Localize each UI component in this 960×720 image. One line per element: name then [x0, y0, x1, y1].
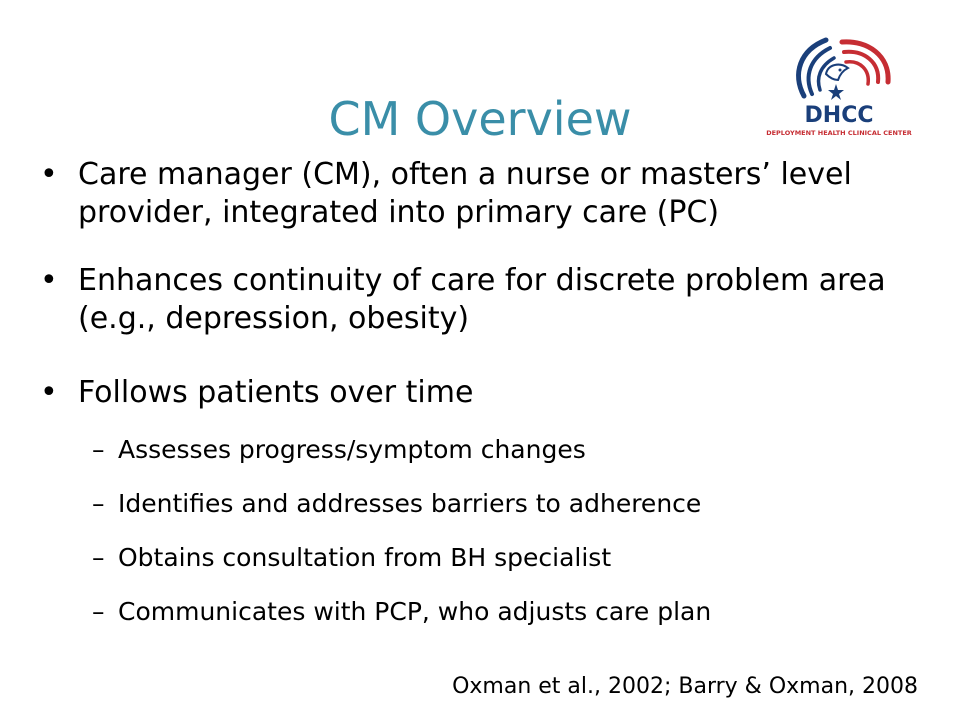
sub-bullet-item: [92, 488, 932, 520]
logo-name: DHCC: [804, 103, 874, 128]
bullet-item: [40, 262, 930, 338]
sub-bullet-text: Obtains consultation from BH specialist: [118, 543, 612, 572]
bullet-text: Follows patients over time: [78, 375, 474, 410]
bullet-item: [40, 374, 930, 412]
bullet-icon: •: [40, 157, 58, 192]
dhcc-logo: [764, 34, 914, 144]
sub-bullet-item: [92, 542, 932, 574]
dash-icon: –: [92, 435, 105, 464]
bullet-icon: •: [40, 263, 58, 298]
logo-subtitle: DEPLOYMENT HEALTH CLINICAL CENTER: [766, 129, 912, 137]
sub-bullet-item: [92, 596, 932, 628]
bullet-text: Care manager (CM), often a nurse or masters’ level provider, integrated into primary care (PC): [78, 157, 852, 230]
sub-bullet-text: Assesses progress/symptom changes: [118, 435, 586, 464]
bullet-item: [40, 156, 930, 232]
sub-bullet-text: Identifies and addresses barriers to adherence: [118, 489, 702, 518]
dash-icon: –: [92, 597, 105, 626]
eagle-icon: [764, 34, 914, 106]
citation: Oxman et al., 2002; Barry & Oxman, 2008: [452, 674, 918, 699]
sub-bullet-item: [92, 434, 932, 466]
slide-title: CM Overview: [328, 91, 632, 146]
bullet-text: Enhances continuity of care for discrete problem area (e.g., depression, obesity): [78, 263, 886, 336]
dash-icon: –: [92, 543, 105, 572]
dash-icon: –: [92, 489, 105, 518]
sub-bullet-text: Communicates with PCP, who adjusts care plan: [118, 597, 712, 626]
bullet-icon: •: [40, 375, 58, 410]
